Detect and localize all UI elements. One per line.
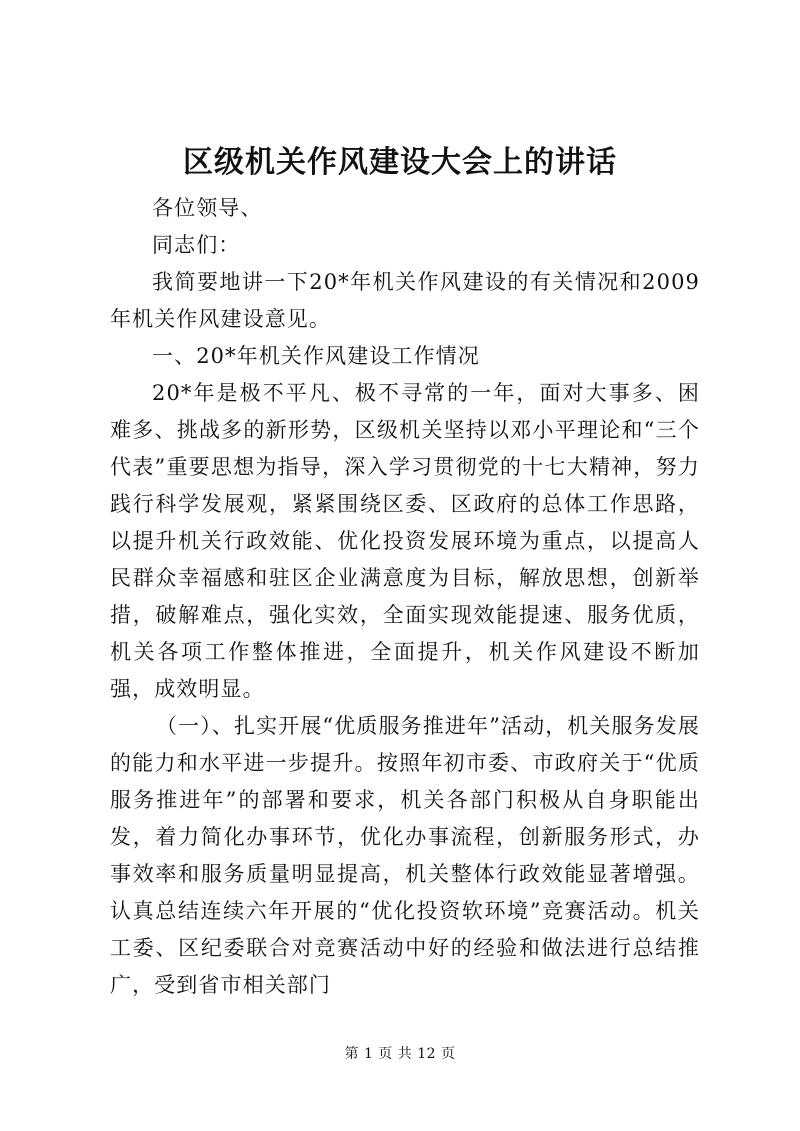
document-title: 区级机关作风建设大会上的讲话 [183,145,617,180]
salutation-line-2: 同志们： [152,233,241,257]
body-paragraph: 20*年是极不平凡、极不寻常的一年，面对大事多、困难多、挑战多的新形势，区级机关坚持以邓小平理论和“三个代表”重要思想为指导，深入学习贯彻党的十七大精神，努力践行科学发展观，紧紧围绕区委、区政府的总体工作思路，以提升机关行政效能、优化投资发展环境为重点，以提高人民群众幸福感和驻区企业满意度为目标，解放思想，创新举措，破解难点，强化实效，全面实现效能提速、服务优质，机关各项工作整体推进，全面提升，机关作风建设不断加强，成效明显。 [110,381,700,701]
section-heading: 一、20*年机关作风建设工作情况 [152,344,480,368]
document-body [110,190,700,1004]
page-footer: 第 1 页 共 12 页 [344,1046,456,1062]
intro-paragraph: 我简要地讲一下20*年机关作风建设的有关情况和2009年机关作风建设意见。 [110,270,700,331]
salutation-line-1: 各位领导、 [152,196,263,220]
subsection-paragraph: （一）、扎实开展“优质服务推进年”活动，机关服务发展的能力和水平进一步提升。按照年初市委、市政府关于“优质服务推进年”的部署和要求，机关各部门积极从自身职能出发，着力简化办事环节，优化办事流程，创新服务形式，办事效率和服务质量明显提高，机关整体行政效能显著增强。认真总结连续六年开展的“优化投资软环境”竞赛活动。机关工委、区纪委联合对竞赛活动中好的经验和做法进行总结推广，受到省市相关部门 [110,714,700,997]
